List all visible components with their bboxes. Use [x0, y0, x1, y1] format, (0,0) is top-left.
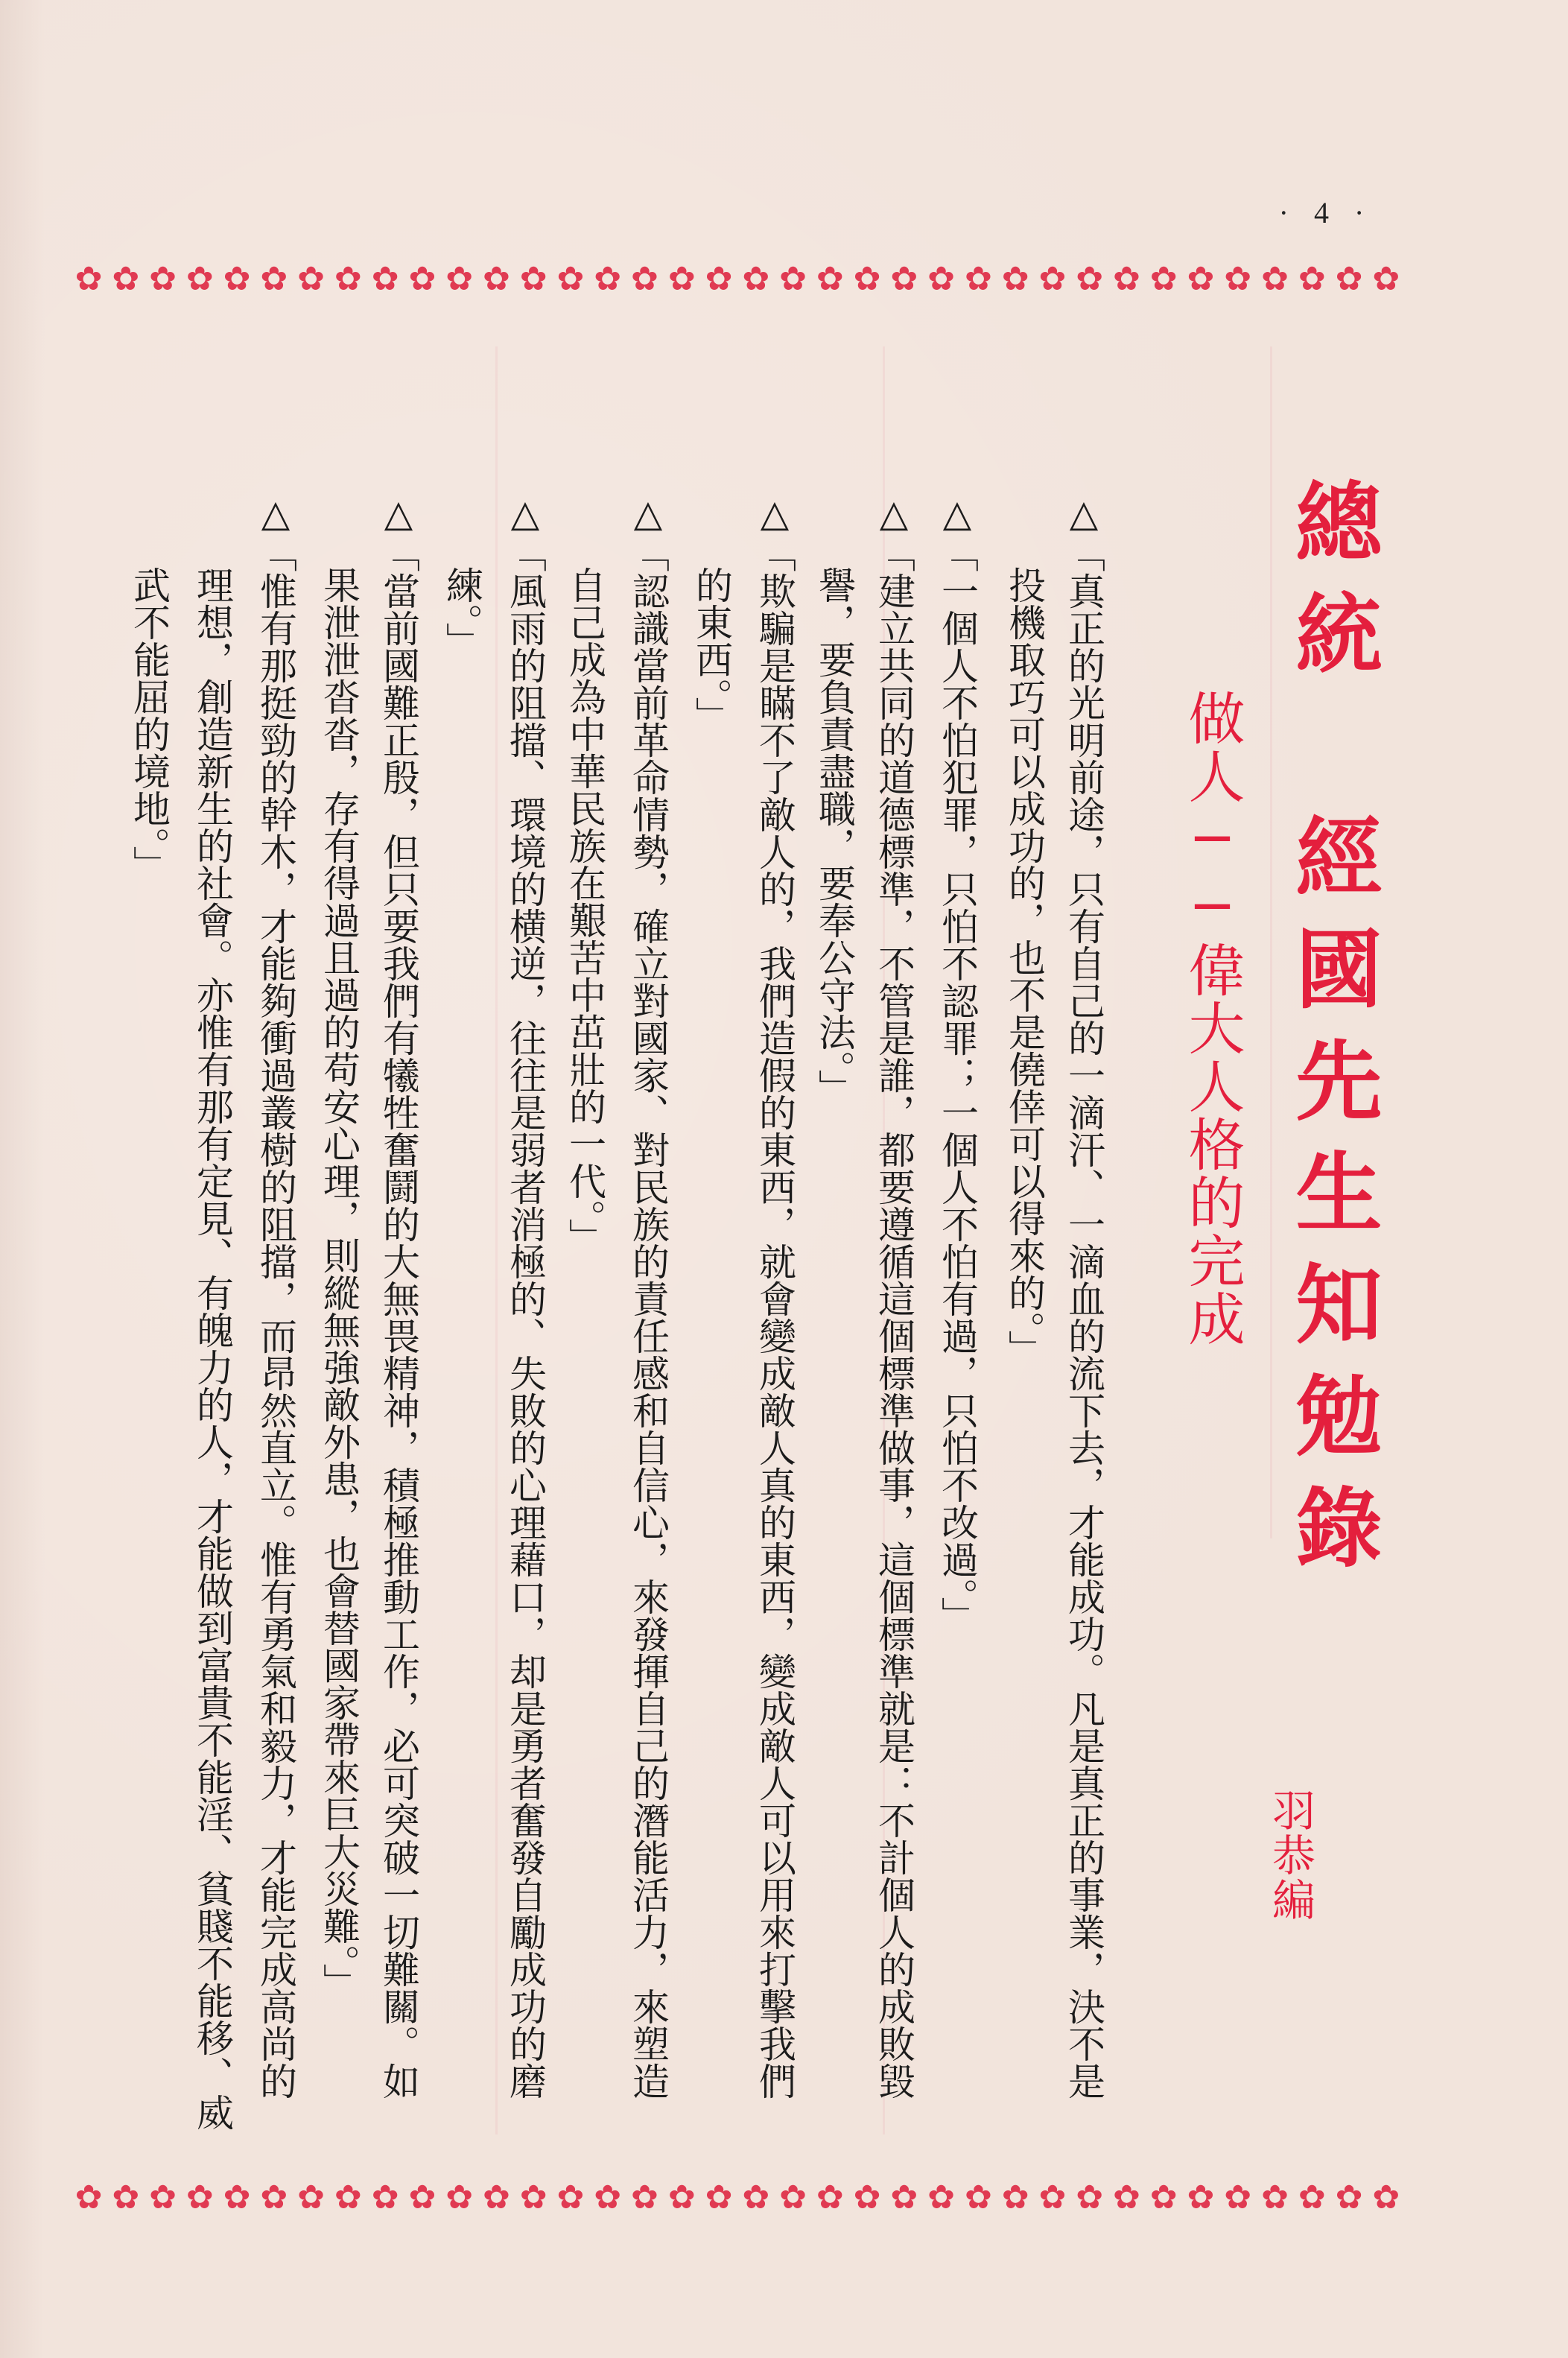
plum-blossom-icon: ✿ — [223, 260, 251, 298]
plum-blossom-icon: ✿ — [149, 2178, 177, 2216]
plum-blossom-icon: ✿ — [223, 2178, 251, 2216]
plum-blossom-icon: ✿ — [890, 2178, 918, 2216]
text-column: 譽，要負責盡職，要奉公守法。」 — [813, 566, 856, 1106]
plum-blossom-icon: ✿ — [853, 260, 881, 298]
text-column: △「認識當前革命情勢，確立對國家、對民族的責任感和自信心，來發揮自己的潛能活力，來塑造 — [626, 492, 670, 2099]
text-column: △「欺騙是瞞不了敵人的，我們造假的東西，就會變成敵人真的東西，變成敵人可以用來打擊我們 — [753, 492, 796, 2099]
plum-blossom-icon: ✿ — [408, 260, 437, 298]
text-column: △「當前國難正殷，但只要我們有犧牲奮鬪的大無畏精神，積極推動工作，必可突破一切難關。如 — [377, 492, 420, 2099]
text-column: 果泄泄沓沓，存有得過且過的苟安心理，則縱無強敵外患，也會替國家帶來巨大災難。」 — [317, 566, 361, 2000]
plum-blossom-icon: ✿ — [112, 2178, 140, 2216]
plum-blossom-icon: ✿ — [334, 260, 362, 298]
plum-blossom-icon: ✿ — [1076, 2178, 1104, 2216]
plum-blossom-icon: ✿ — [334, 2178, 362, 2216]
plum-blossom-icon: ✿ — [853, 2178, 881, 2216]
author-credit: 羽恭編 — [1265, 1788, 1315, 1922]
text-column: 投機取巧可以成功的，也不是僥倖可以得來的。」 — [1003, 566, 1046, 1367]
plum-blossom-icon: ✿ — [667, 260, 696, 298]
plum-blossom-icon: ✿ — [297, 2178, 326, 2216]
plum-blossom-icon: ✿ — [1224, 2178, 1252, 2216]
plum-blossom-icon: ✿ — [297, 260, 326, 298]
plum-blossom-icon: ✿ — [519, 260, 547, 298]
top-ornament-border — [71, 257, 1404, 302]
plum-blossom-icon: ✿ — [964, 260, 992, 298]
plum-blossom-icon: ✿ — [742, 260, 770, 298]
plum-blossom-icon: ✿ — [1335, 2178, 1363, 2216]
plum-blossom-icon: ✿ — [482, 2178, 510, 2216]
plum-blossom-icon: ✿ — [1261, 260, 1289, 298]
text-column: 的東西。」 — [690, 566, 733, 734]
plum-blossom-icon: ✿ — [742, 2178, 770, 2216]
plum-blossom-icon: ✿ — [1076, 260, 1104, 298]
plum-blossom-icon: ✿ — [185, 260, 214, 298]
plum-blossom-icon: ✿ — [964, 2178, 992, 2216]
plum-blossom-icon: ✿ — [1038, 260, 1067, 298]
plum-blossom-icon: ✿ — [445, 260, 474, 298]
plum-blossom-icon: ✿ — [112, 260, 140, 298]
plum-blossom-icon: ✿ — [667, 2178, 696, 2216]
bottom-ornament-border — [71, 2175, 1404, 2220]
plum-blossom-icon: ✿ — [927, 260, 956, 298]
plum-blossom-icon: ✿ — [1335, 260, 1363, 298]
plum-blossom-icon: ✿ — [519, 2178, 547, 2216]
plum-blossom-icon: ✿ — [1001, 2178, 1029, 2216]
plum-blossom-icon: ✿ — [1113, 260, 1140, 298]
plum-blossom-icon: ✿ — [1187, 260, 1215, 298]
plum-blossom-icon: ✿ — [1149, 260, 1178, 298]
plum-blossom-icon: ✿ — [556, 260, 585, 298]
plum-blossom-icon: ✿ — [556, 2178, 585, 2216]
plum-blossom-icon: ✿ — [816, 2178, 844, 2216]
plum-blossom-icon: ✿ — [1187, 2178, 1215, 2216]
text-column: △「建立共同的道德標準，不管是誰，都要遵循這個標準做事，這個標準就是：不計個人的成敗毀 — [872, 492, 915, 2099]
plum-blossom-icon: ✿ — [74, 260, 103, 298]
plum-blossom-icon: ✿ — [371, 260, 399, 298]
plum-blossom-icon: ✿ — [1372, 2178, 1400, 2216]
plum-blossom-icon: ✿ — [927, 2178, 956, 2216]
plum-blossom-icon: ✿ — [371, 2178, 399, 2216]
text-column: △「真正的光明前途，只有自己的一滴汗、一滴血的流下去，才能成功。凡是真正的事業，決不是 — [1062, 492, 1105, 2099]
plum-blossom-icon: ✿ — [631, 260, 658, 298]
plum-blossom-icon: ✿ — [890, 260, 918, 298]
page-title: 總統 經國先生知勉錄 — [1281, 477, 1383, 1594]
plum-blossom-icon: ✿ — [185, 2178, 214, 2216]
plum-blossom-icon: ✿ — [1038, 2178, 1067, 2216]
text-column: △「惟有那挺勁的幹木，才能夠衝過叢樹的阻擋，而昂然直立。惟有勇氣和毅力，才能完成高尚的 — [254, 492, 297, 2099]
text-column: △「風雨的阻擋、環境的横逆，往往是弱者消極的、失敗的心理藉口，却是勇者奮發自勵成功的磨 — [504, 492, 547, 2099]
plum-blossom-icon: ✿ — [779, 260, 807, 298]
plum-blossom-icon: ✿ — [1261, 2178, 1289, 2216]
plum-blossom-icon: ✿ — [779, 2178, 807, 2216]
plum-blossom-icon: ✿ — [1001, 260, 1029, 298]
plum-blossom-icon: ✿ — [1372, 260, 1400, 298]
plum-blossom-icon: ✿ — [1113, 2178, 1140, 2216]
plum-blossom-icon: ✿ — [149, 260, 177, 298]
plum-blossom-icon: ✿ — [1224, 260, 1252, 298]
plum-blossom-icon: ✿ — [74, 2178, 103, 2216]
plum-blossom-icon: ✿ — [260, 260, 288, 298]
plum-blossom-icon: ✿ — [1298, 260, 1326, 298]
plum-blossom-icon: ✿ — [705, 2178, 733, 2216]
page-subtitle: 做人──偉大人格的完成 — [1179, 689, 1245, 1348]
plum-blossom-icon: ✿ — [631, 2178, 658, 2216]
plum-blossom-icon: ✿ — [1298, 2178, 1326, 2216]
plum-blossom-icon: ✿ — [594, 260, 622, 298]
plum-blossom-icon: ✿ — [408, 2178, 437, 2216]
plum-blossom-icon: ✿ — [445, 2178, 474, 2216]
plum-blossom-icon: ✿ — [594, 2178, 622, 2216]
text-column: 理想，創造新生的社會。亦惟有那有定見、有魄力的人，才能做到富貴不能淫、貧賤不能移、威 — [191, 566, 234, 2131]
page-number: · 4 · — [1278, 196, 1374, 229]
plum-blossom-icon: ✿ — [816, 260, 844, 298]
plum-blossom-icon: ✿ — [705, 260, 733, 298]
plum-blossom-icon: ✿ — [482, 260, 510, 298]
text-column: △「一個人不怕犯罪，只怕不認罪；一個人不怕有過，只怕不改過。」 — [936, 492, 979, 1634]
text-column: 練。」 — [440, 566, 483, 659]
text-column: 武不能屈的境地。」 — [127, 566, 171, 883]
plum-blossom-icon: ✿ — [1149, 2178, 1178, 2216]
plum-blossom-icon: ✿ — [260, 2178, 288, 2216]
text-column: 自己成為中華民族在艱苦中茁壯的一代。」 — [563, 566, 606, 1255]
